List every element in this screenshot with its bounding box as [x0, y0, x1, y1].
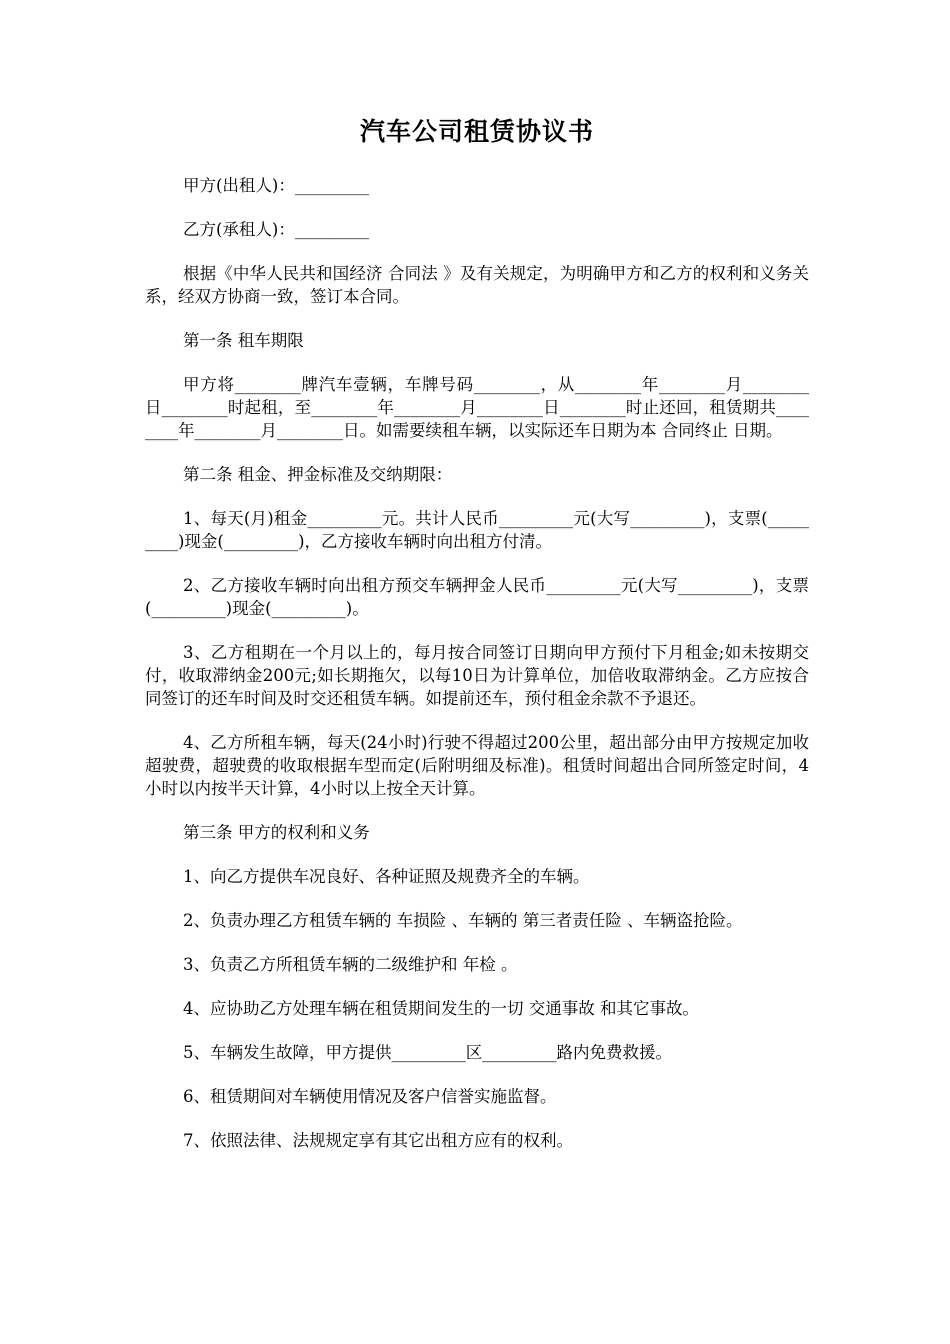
- article-2-heading: 第二条 租金、押金标准及交纳期限：: [183, 465, 453, 484]
- party-a-line: 甲方(出租人)：_________: [183, 176, 370, 195]
- article-3-clause-3: 3、负责乙方所租赁车辆的二级维护和 年检 。: [183, 955, 518, 974]
- article-2-clause-4: 4、乙方所租车辆，每天(24小时)行驶不得超过200公里，超出部分由甲方按规定加收超驶费，超驶费的收取根据车型而定(后附明细及标准)。租赁时间超出合同所签定时间，4小时以内按半天计算，4小时以上按全天计算。: [145, 733, 809, 798]
- article-2-clause-2: 2、乙方接收车辆时向出租方预交车辆押金人民币_________元(大写_________)，支票(_________)现金(_________)。: [145, 576, 809, 618]
- document-page: [145, 112, 809, 1173]
- article-2-clause-1: 1、每天(月)租金_________元。共计人民币_________元(大写_________)，支票(_________)现金(_________)，乙方接收车辆时向出租方付清。: [145, 509, 809, 551]
- article-3-clause-2: 2、负责办理乙方租赁车辆的 车损险 、车辆的 第三者责任险 、车辆盗抢险。: [183, 911, 743, 930]
- article-1-heading: 第一条 租车期限: [183, 331, 304, 350]
- article-1-body: 甲方将________牌汽车壹辆，车牌号码________，从________年________月________日________时起租，至________年________月________日________时止还回，租赁期共________年________月________日。如需要续租车辆，以实际还车日期为本 合同终止 日期。: [145, 375, 809, 440]
- article-2-clause-3: 3、乙方租期在一个月以上的，每月按合同签订日期向甲方预付下月租金;如未按期交付，收取滞纳金200元;如长期拖欠，以每10日为计算单位，加倍收取滞纳金。乙方应按合同签订的还车时间及时交还租赁车辆。如提前还车，预付租金余款不予退还。: [145, 643, 809, 708]
- article-3-heading: 第三条 甲方的权利和义务: [183, 823, 370, 842]
- party-b-line: 乙方(承租人)：_________: [183, 220, 370, 239]
- article-3-clause-7: 7、依照法律、法规规定享有其它出租方应有的权利。: [183, 1131, 573, 1150]
- article-3-clause-6: 6、租赁期间对车辆使用情况及客户信誉实施监督。: [183, 1087, 557, 1106]
- article-3-clause-1: 1、向乙方提供车况良好、各种证照及规费齐全的车辆。: [183, 867, 590, 886]
- article-3-clause-5: 5、车辆发生故障，甲方提供_________区_________路内免费救援。: [183, 1043, 672, 1062]
- article-3-clause-4: 4、应协助乙方处理车辆在租赁期间发生的一切 交通事故 和其它事故。: [183, 999, 699, 1018]
- document-title: 汽车公司租赁协议书: [359, 117, 594, 146]
- preamble-paragraph: 根据《中华人民共和国经济 合同法 》及有关规定，为明确甲方和乙方的权利和义务关系，经双方协商一致，签订本合同。: [145, 264, 809, 306]
